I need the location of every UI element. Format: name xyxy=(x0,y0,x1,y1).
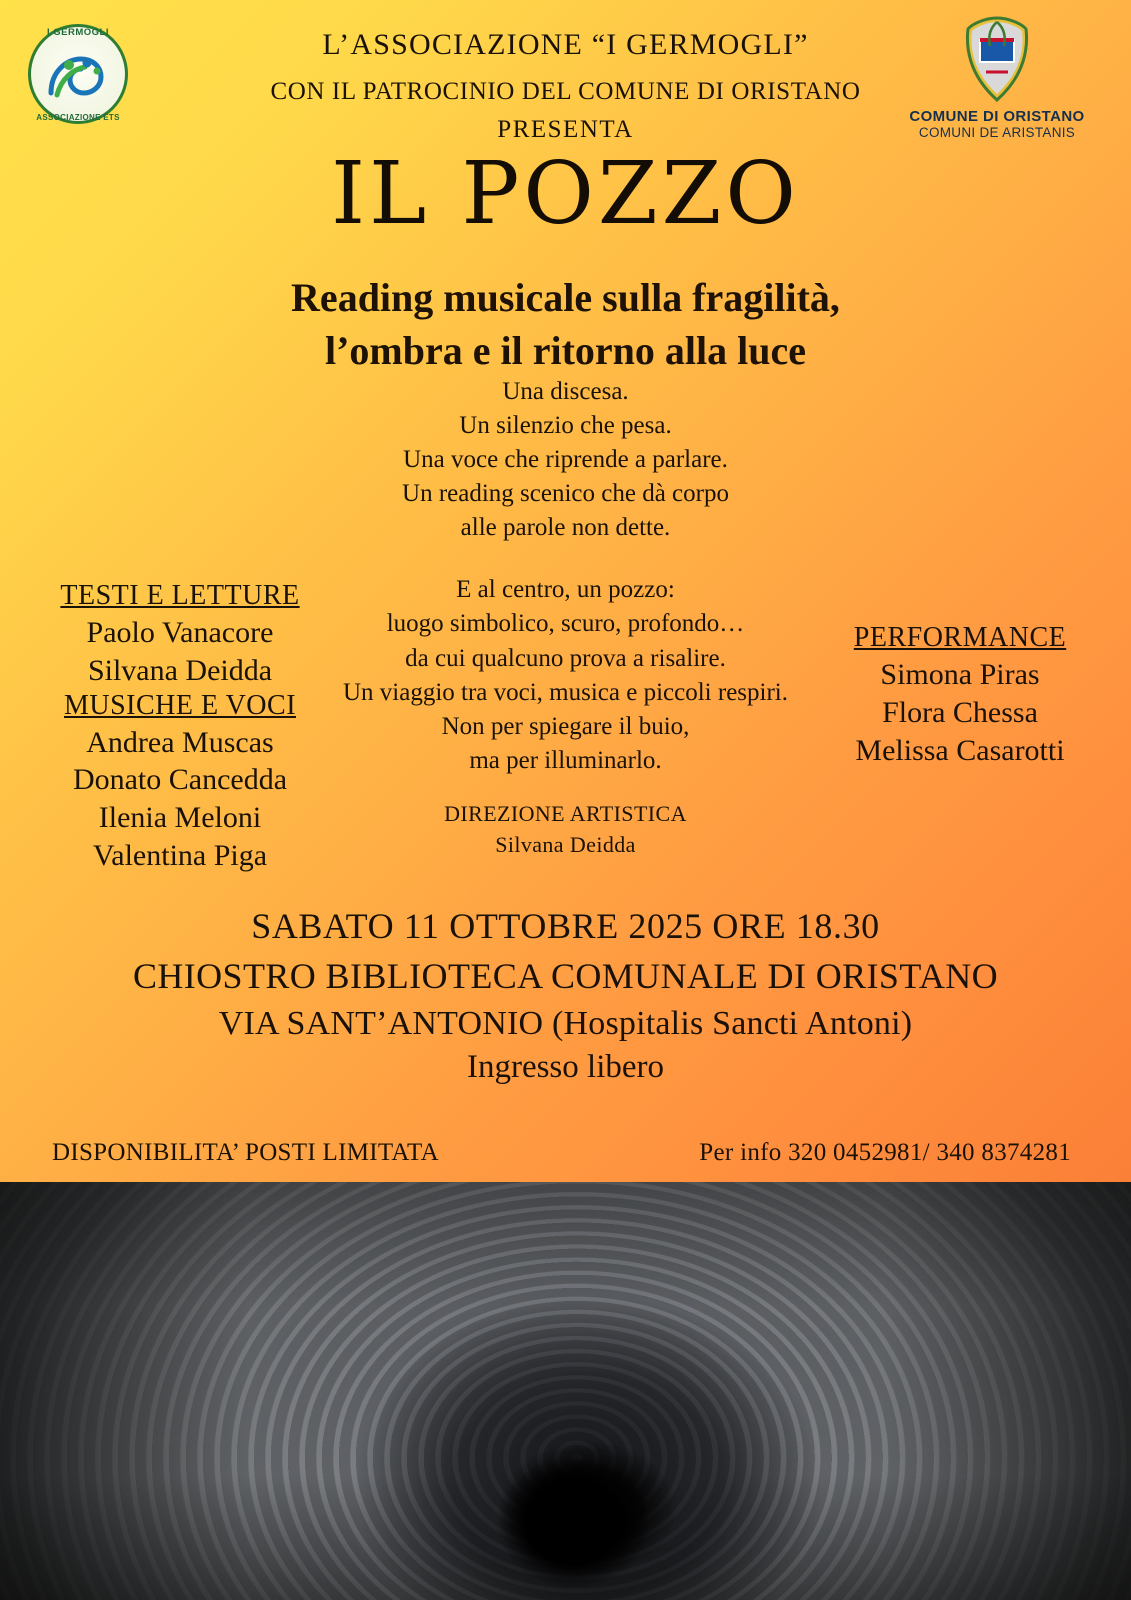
credit-name: Valentina Piga xyxy=(92,838,268,872)
event-address: VIA SANT’ANTONIO (Hospitalis Sancti Antoni) xyxy=(218,1005,913,1042)
event-date-time: SABATO 11 OTTOBRE 2025 ORE 18.30 xyxy=(251,906,880,946)
subtitle-line-2: l’ombra e il ritorno alla luce xyxy=(324,327,806,373)
credits-heading-performance: PERFORMANCE xyxy=(853,622,1067,653)
poem-line: Una voce che riprende a parlare. xyxy=(403,446,728,473)
poem-block-1 xyxy=(0,375,1131,545)
credit-name: Simona Piras xyxy=(880,658,1040,691)
poem-line: E al centro, un pozzo: xyxy=(456,576,675,603)
event-venue: CHIOSTRO BIBLIOTECA COMUNALE DI ORISTANO xyxy=(132,956,999,996)
header-line-1: L’ASSOCIAZIONE “I GERMOGLI” xyxy=(322,28,809,61)
credits-right-column xyxy=(815,622,1105,769)
artistic-direction-name: Silvana Deidda xyxy=(495,832,636,858)
credit-name: Paolo Vanacore xyxy=(86,616,274,649)
poem-line: Non per spiegare il buio, xyxy=(441,713,690,740)
poem-line: alle parole non dette. xyxy=(460,514,671,541)
header-line-3: PRESENTA xyxy=(497,116,634,143)
subtitle xyxy=(0,272,1131,378)
artistic-direction-label: DIREZIONE ARTISTICA xyxy=(444,801,687,826)
page-title: IL POZZO xyxy=(331,144,800,244)
contact-info: Per info 320 0452981/ 340 8374281 xyxy=(699,1139,1071,1166)
association-logo-top-text: I GERMOGLI xyxy=(47,27,109,38)
credit-name: Silvana Deidda xyxy=(87,653,273,687)
credits-heading-musiche-e-voci: MUSICHE E VOCI xyxy=(63,689,297,721)
poem-line: Un viaggio tra voci, musica e piccoli respiri. xyxy=(342,678,788,706)
credit-name: Andrea Muscas xyxy=(86,725,274,759)
event-details xyxy=(0,905,1131,1086)
credit-name: Melissa Casarotti xyxy=(855,733,1065,767)
poem-line: luogo simbolico, scuro, profondo… xyxy=(386,610,745,638)
well-photograph xyxy=(0,1182,1131,1600)
poem-line: Un reading scenico che dà corpo xyxy=(402,480,729,507)
credit-name: Ilenia Meloni xyxy=(98,801,262,835)
photo-edge-shadow xyxy=(0,1182,1131,1600)
credits-left-column xyxy=(30,580,330,875)
poem-line: Un silenzio che pesa. xyxy=(459,412,672,439)
header-line-2: CON IL PATROCINIO DEL COMUNE DI ORISTANO xyxy=(270,78,861,105)
seats-notice: DISPONIBILITA’ POSTI LIMITATA xyxy=(52,1139,439,1166)
credit-name: Donato Cancedda xyxy=(72,763,288,797)
event-entry: Ingresso libero xyxy=(466,1049,665,1085)
association-logo-bottom-text: ASSOCIAZIONE ETS xyxy=(36,113,120,122)
credit-name: Flora Chessa xyxy=(882,695,1038,729)
subtitle-line-1: Reading musicale sulla fragilità, xyxy=(291,275,840,320)
municipality-name-it: COMUNE DI ORISTANO xyxy=(909,108,1085,125)
municipality-name-sc: COMUNI DE ARISTANIS xyxy=(918,125,1076,140)
poem-line: da cui qualcuno prova a risalire. xyxy=(405,644,726,672)
poem-line: ma per illuminarlo. xyxy=(469,747,662,775)
credits-heading-testi-e-letture: TESTI E LETTURE xyxy=(60,580,300,611)
poem-line: Una discesa. xyxy=(502,378,629,405)
